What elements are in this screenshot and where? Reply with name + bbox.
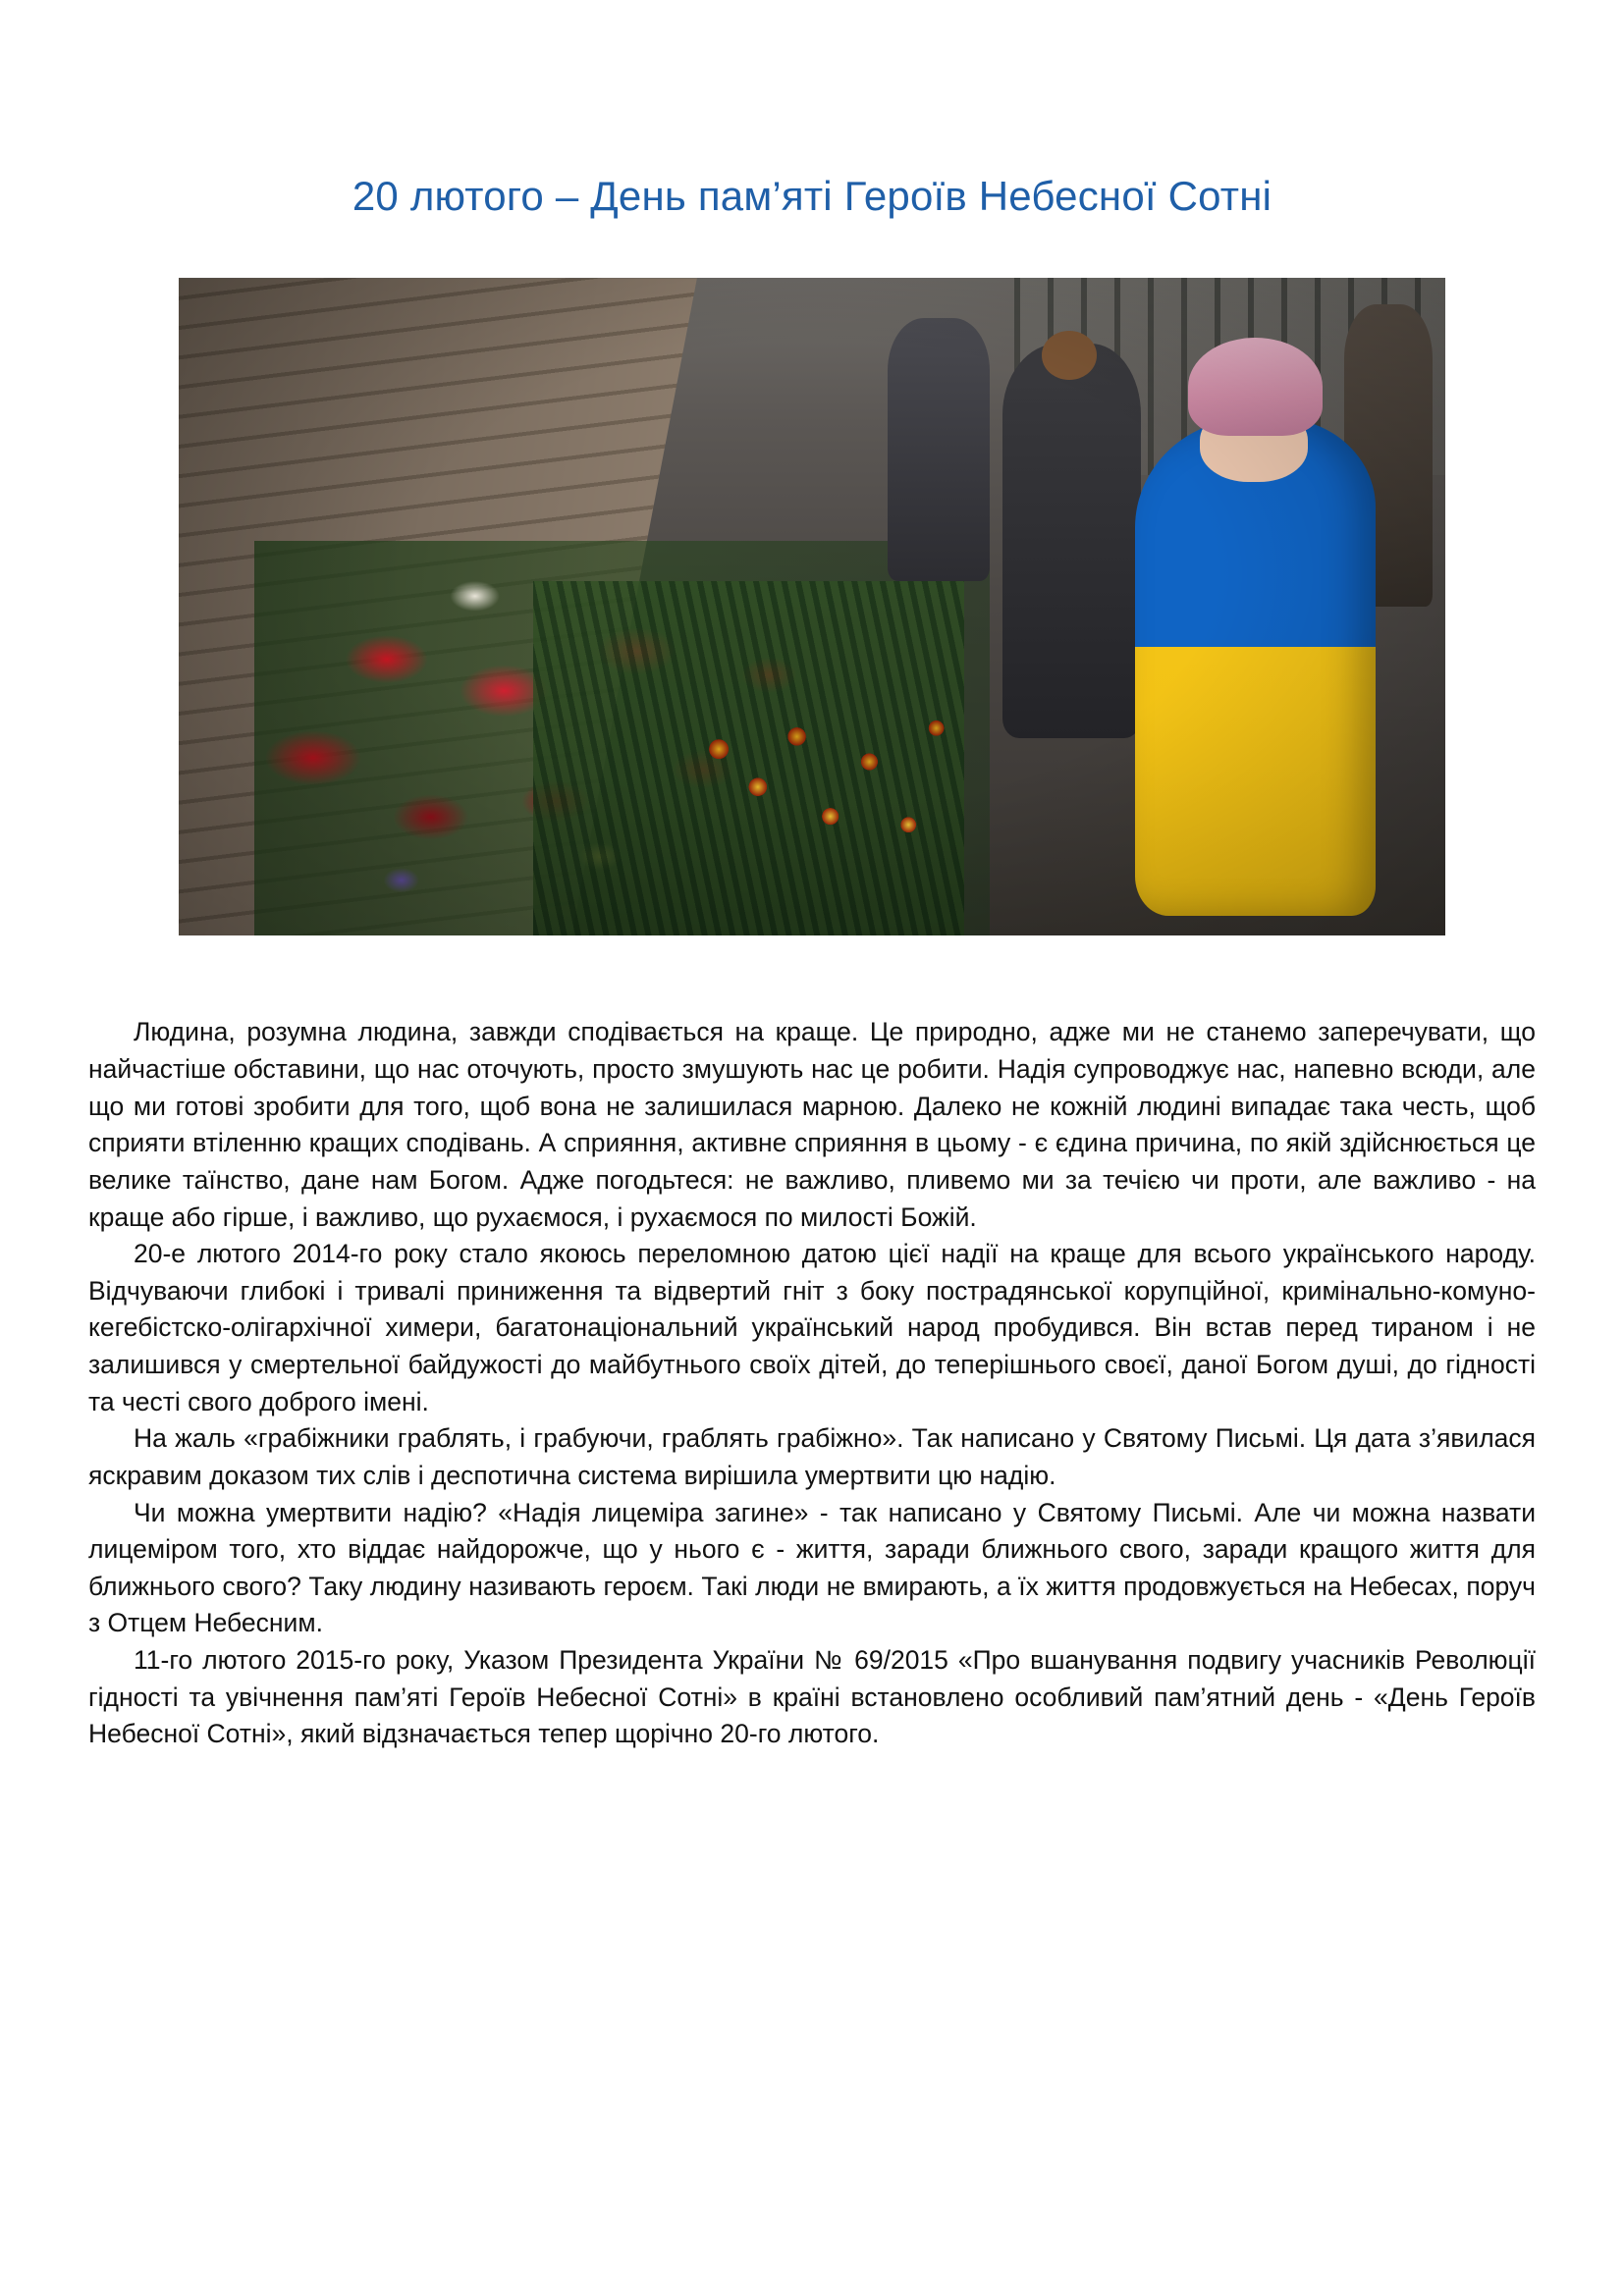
paragraph: На жаль «грабіжники граблять, і грабуючи, граблять грабіжно». Так написано у Святому Письмі. Ця дата з’явилася яскравим доказом тих слів і деспотична система вирішила умертвити цю надію. bbox=[88, 1423, 1536, 1490]
photo-vignette bbox=[179, 278, 1445, 935]
paragraph: Чи можна умертвити надію? «Надія лицеміра загине» - так написано у Святому Письмі. Але чи можна назвати лицеміром того, хто віддає найдорожче, що у нього є - життя, заради ближнього свого, заради кращого життя для ближнього свого? Таку людину називають героєм. Такі люди не вмирають, а їх життя продовжується на Небесах, поруч з Отцем Небесним. bbox=[88, 1497, 1536, 1638]
page-title: 20 лютого – День пам’яті Героїв Небесної Сотні bbox=[352, 173, 1272, 219]
paragraph: Людина, розумна людина, завжди сподівається на краще. Це природно, адже ми не станемо заперечувати, що найчастіше обставини, що нас оточують, просто змушують нас це робити. Надія супроводжує нас, напевно всюди, але що ми готові зробити для того, щоб вона не залишилася марною. Далеко не кожній людині випадає така честь, щоб сприяти втіленню кращих сподівань. А сприяння, активне сприяння в цьому - є єдина причина, по якій здійснюється це велике таїнство, дане нам Богом. Адже погодьтеся: не важливо, пливемо ми за течією чи проти, але важливо - на краще або гірше, і важливо, що рухаємося, і рухаємося по милості Божій. bbox=[88, 1017, 1536, 1232]
memorial-photo bbox=[179, 278, 1445, 935]
article-body bbox=[88, 1014, 1536, 1753]
paragraph: 11-го лютого 2015-го року, Указом Президента України № 69/2015 «Про вшанування подвигу учасників Революції гідності та увічнення пам’яті Героїв Небесної Сотні» в країні встановлено особливий пам’ятний день - «День Героїв Небесної Сотні», який відзначається тепер щорічно 20-го лютого. bbox=[88, 1645, 1536, 1749]
photo-canvas bbox=[179, 278, 1445, 935]
paragraph: 20-е лютого 2014-го року стало якоюсь переломною датою цієї надії на краще для всього українського народу. Відчуваючи глибокі і тривалі приниження та відвертий гніт з боку пострадянської корупційної, кримінально-комуно-кегебістско-олігархічної химери, багатонаціональний український народ пробудився. Він встав перед тираном і не залишився у смертельної байдужості до майбутнього своїх дітей, до теперішнього своєї, даної Богом душі, до гідності та честі свого доброго імені. bbox=[88, 1239, 1536, 1416]
